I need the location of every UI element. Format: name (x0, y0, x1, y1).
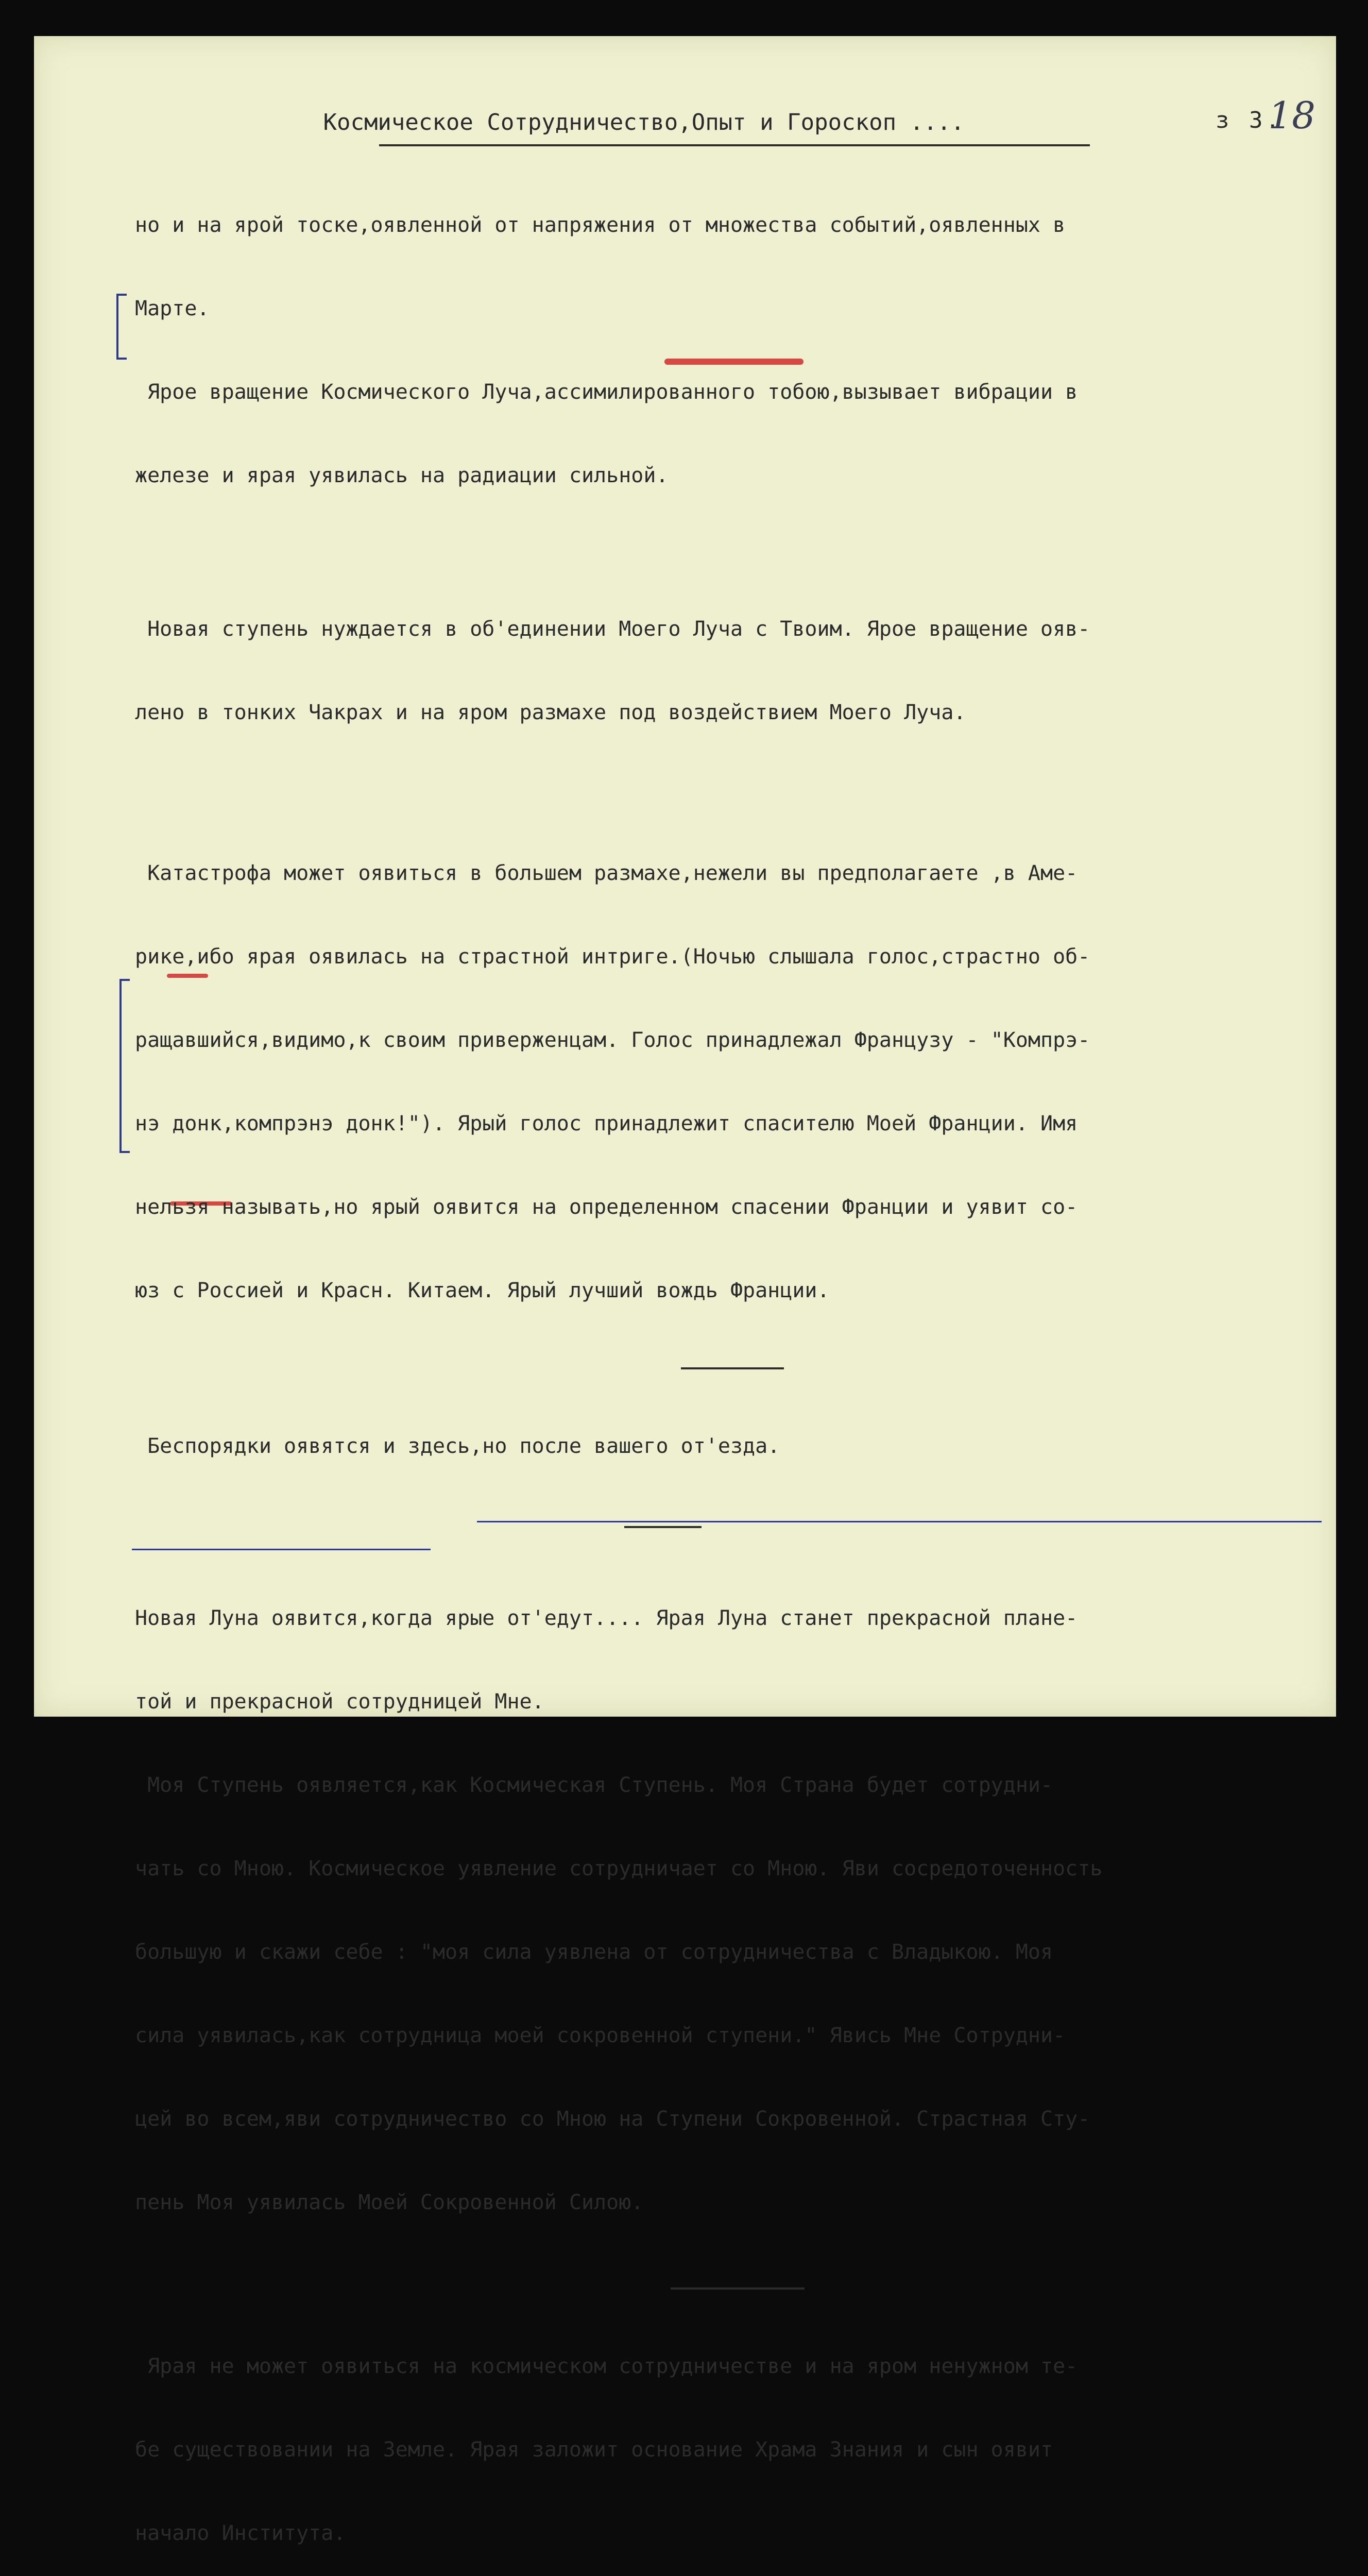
header-divider (379, 144, 1090, 146)
text-line: той и прекрасной сотрудницей Мне. (135, 1690, 544, 1714)
text-line: лено в тонких Чакрах и на яром размахе под воздействием Моего Луча. (135, 701, 966, 724)
section-divider (681, 1367, 784, 1369)
text-line: большую и скажи себе : "моя сила уявлена от сотрудничества с Владыкою. Моя (135, 1940, 1053, 1964)
text-line: железе и ярая уявилась на радиации сильной. (135, 464, 669, 487)
text-line: Новая ступень нуждается в об'единении Моего Луча с Твоим. Ярое вращение ояв- (135, 617, 1090, 641)
text-line: но и на ярой тоске,оявленной от напряжения от множества событий,оявленных в (135, 213, 1066, 237)
paragraph-3 (135, 804, 1320, 1360)
text-line: Катастрофа может оявиться в большем размахе,нежели вы предполагаете ,в Аме- (135, 861, 1078, 885)
text-line: начало Института. (135, 2521, 346, 2545)
document-header: Космическое Сотрудничество,Опыт и Гороскоп .... (323, 109, 965, 135)
text-line: Новая Луна оявится,когда ярые от'едут.... Ярая Луна станет прекрасной плане- (135, 1606, 1078, 1630)
margin-bracket (119, 979, 130, 1153)
text-line: нэ донк,компрэнэ донк!"). Ярый голос принадлежит спасителю Моей Франции. Имя (135, 1112, 1078, 1136)
paragraph-4 (135, 1377, 1320, 1516)
page-number: з 3. (1216, 107, 1282, 133)
text-line: сила уявилась,как сотрудница моей сокровенной ступени." Явись Мне Сотрудни- (135, 2024, 1066, 2047)
section-divider (624, 1526, 702, 1528)
text-line: нельзя называть,но ярый оявится на определенном спасении Франции и уявит со- (135, 1195, 1078, 1219)
text-line: Ярое вращение Космического Луча,ассимилированного тобою,вызывает вибрации в (135, 380, 1078, 404)
text-line: Моя Ступень оявляется,как Космическая Ступень. Моя Страна будет сотрудни- (135, 1773, 1053, 1797)
paragraph-6 (135, 2297, 1320, 2576)
text-line: чать со Мною. Космическое уявление сотрудничает со Мною. Яви сосредоточенность (135, 1857, 1103, 1880)
text-line: Ярая не может оявиться на космическом сотрудничестве и на яром ненужном те- (135, 2354, 1078, 2378)
document-body (135, 156, 1320, 2576)
margin-bracket (116, 294, 127, 360)
text-line: рике,ибо ярая оявилась на страстной интриге.(Ночью слышала голос,страстно об- (135, 945, 1090, 969)
section-divider (671, 2287, 805, 2290)
text-line: цей во всем,яви сотрудничество со Мною на Ступени Сокровенной. Страстная Сту- (135, 2107, 1090, 2131)
text-line: Марте. (135, 297, 210, 320)
text-line: ращавшийся,видимо,к своим приверженцам. Голос принадлежал Французу - "Компрэ- (135, 1028, 1090, 1052)
text-line: Беспорядки оявятся и здесь,но после вашего от'езда. (135, 1434, 780, 1458)
handwritten-page-number: 18 (1268, 94, 1315, 137)
text-line: пень Моя уявилась Моей Сокровенной Силою. (135, 2191, 644, 2214)
paragraph-1 (135, 156, 1320, 545)
text-line: юз с Россией и Красн. Китаем. Ярый лучший вождь Франции. (135, 1279, 830, 1302)
document-page (34, 36, 1336, 2545)
paragraph-2 (135, 560, 1320, 782)
text-line: бе существовании на Земле. Ярая заложит основание Храма Знания и сын оявит (135, 2438, 1053, 2462)
paragraph-5 (135, 1549, 1320, 2272)
